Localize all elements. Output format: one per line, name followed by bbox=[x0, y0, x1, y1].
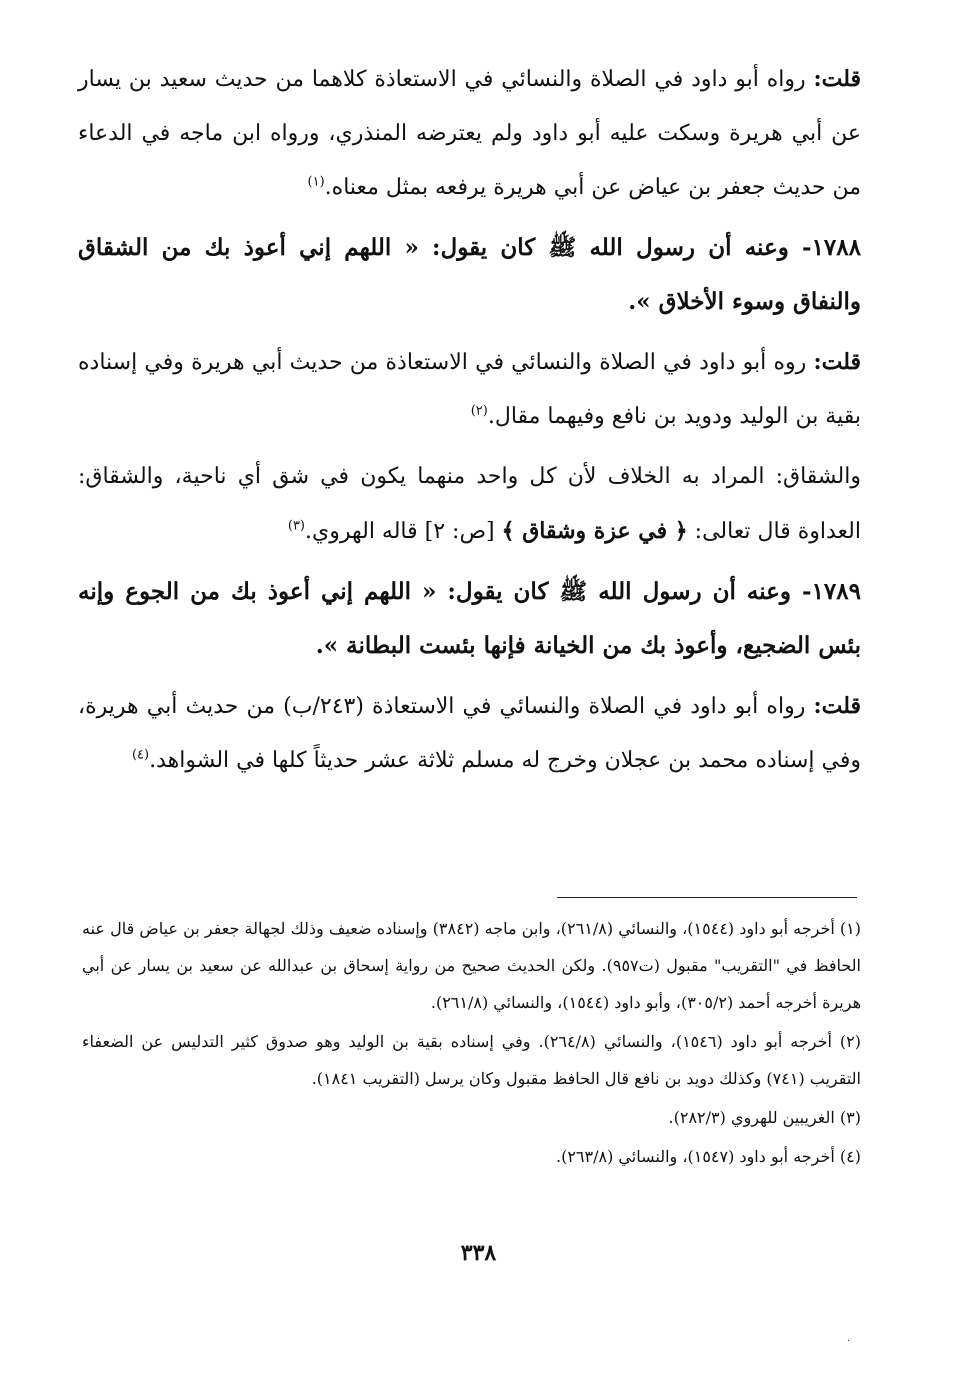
commentary-lead: قلت: bbox=[813, 349, 861, 375]
quran-quote: ﴿ في عزة وشقاق ﴾ bbox=[501, 518, 688, 544]
commentary-paragraph-3 bbox=[78, 679, 861, 788]
scan-speck: · bbox=[847, 1336, 851, 1347]
commentary-text: رواه أبو داود في الصلاة والنسائي في الاستعاذة (٢٤٣/ب) من حديث أبي هريرة، وفي إسناده محمد بن عجلان وخرج له مسلم ثلاثة عشر حديثاً كلها في الشواهد. bbox=[78, 694, 861, 773]
footnote-2: (٢) أخرجه أبو داود (١٥٤٦)، والنسائي (٢٦٤/٨). وفي إسناده بقية بن الوليد وهو صدوق كثير التدليس عن الضعفاء التقريب (٧٤١) وكذلك دويد بن نافع قال الحافظ مقبول وكان يرسل (التقريب ١٨٤١). bbox=[82, 1032, 861, 1088]
hadith-1788: ١٧٨٨- وعنه أن رسول الله ﷺ كان يقول: « اللهم إني أعوذ بك من الشقاق والنفاق وسوء الأخلاق ». bbox=[78, 234, 861, 315]
footnote-reference-1[interactable]: (١) bbox=[307, 174, 325, 190]
commentary-text: رواه أبو داود في الصلاة والنسائي في الاستعاذة كلاهما من حديث سعيد بن يسار عن أبي هريرة وسكت عليه أبو داود ولم يعترضه المنذري، ورواه ابن ماجه في الدعاء من حديث جعفر بن عياض عن أبي هريرة يرفعه بمثل معناه. bbox=[78, 67, 861, 200]
explanation-paragraph bbox=[78, 450, 861, 559]
commentary-paragraph-2 bbox=[78, 335, 861, 444]
explanation-text-a: والشقاق: المراد به الخلاف لأن كل واحد منهما يكون في شق أي ناحية، والشقاق: العداوة قال تعالى: bbox=[78, 464, 861, 544]
explanation-text-b: [ص: ٢] قاله الهروي. bbox=[305, 519, 502, 544]
footnote-divider bbox=[557, 897, 857, 898]
footnote-4: (٤) أخرجه أبو داود (١٥٤٧)، والنسائي (٢٦٣/٨). bbox=[556, 1147, 861, 1166]
page-number: ٣٣٨ bbox=[460, 1240, 497, 1266]
hadith-1789: ١٧٨٩- وعنه أن رسول الله ﷺ كان يقول: « اللهم إني أعوذ بك من الجوع وإنه بئس الضجيع، وأعوذ بك من الخيانة فإنها بئست البطانة ». bbox=[78, 578, 861, 659]
footnote-reference-2[interactable]: (٢) bbox=[470, 403, 488, 419]
commentary-lead: قلت: bbox=[813, 66, 861, 92]
footnote-3: (٣) الغريبين للهروي (٢٨٢/٣). bbox=[668, 1108, 861, 1127]
commentary-lead: قلت: bbox=[813, 693, 861, 719]
footnote-reference-4[interactable]: (٤) bbox=[131, 747, 150, 763]
main-text bbox=[78, 52, 861, 794]
commentary-text: روه أبو داود في الصلاة والنسائي في الاستعاذة من حديث أبي هريرة وفي إسناده بقية بن الوليد ودويد بن نافع وفيهما مقال. bbox=[78, 350, 861, 429]
commentary-paragraph-1 bbox=[78, 52, 861, 215]
footnotes bbox=[82, 910, 861, 1177]
footnote-1: (١) أخرجه أبو داود (١٥٤٤)، والنسائي (٢٦١/٨)، وابن ماجه (٣٨٤٢) وإسناده ضعيف وذلك لجهالة جعفر بن عياض قال عنه الحافظ في "التقريب" مقبول (ت٩٥٧). ولكن الحديث صحيح من رواية إسحاق بن عبدالله عن سعيد بن يسار عن أبي هريرة أخرجه أحمد (٣٠٥/٢)، وأبو داود (١٥٤٤)، والنسائي (٢٦١/٨). bbox=[82, 919, 861, 1012]
footnote-reference-3[interactable]: (٣) bbox=[287, 518, 305, 534]
